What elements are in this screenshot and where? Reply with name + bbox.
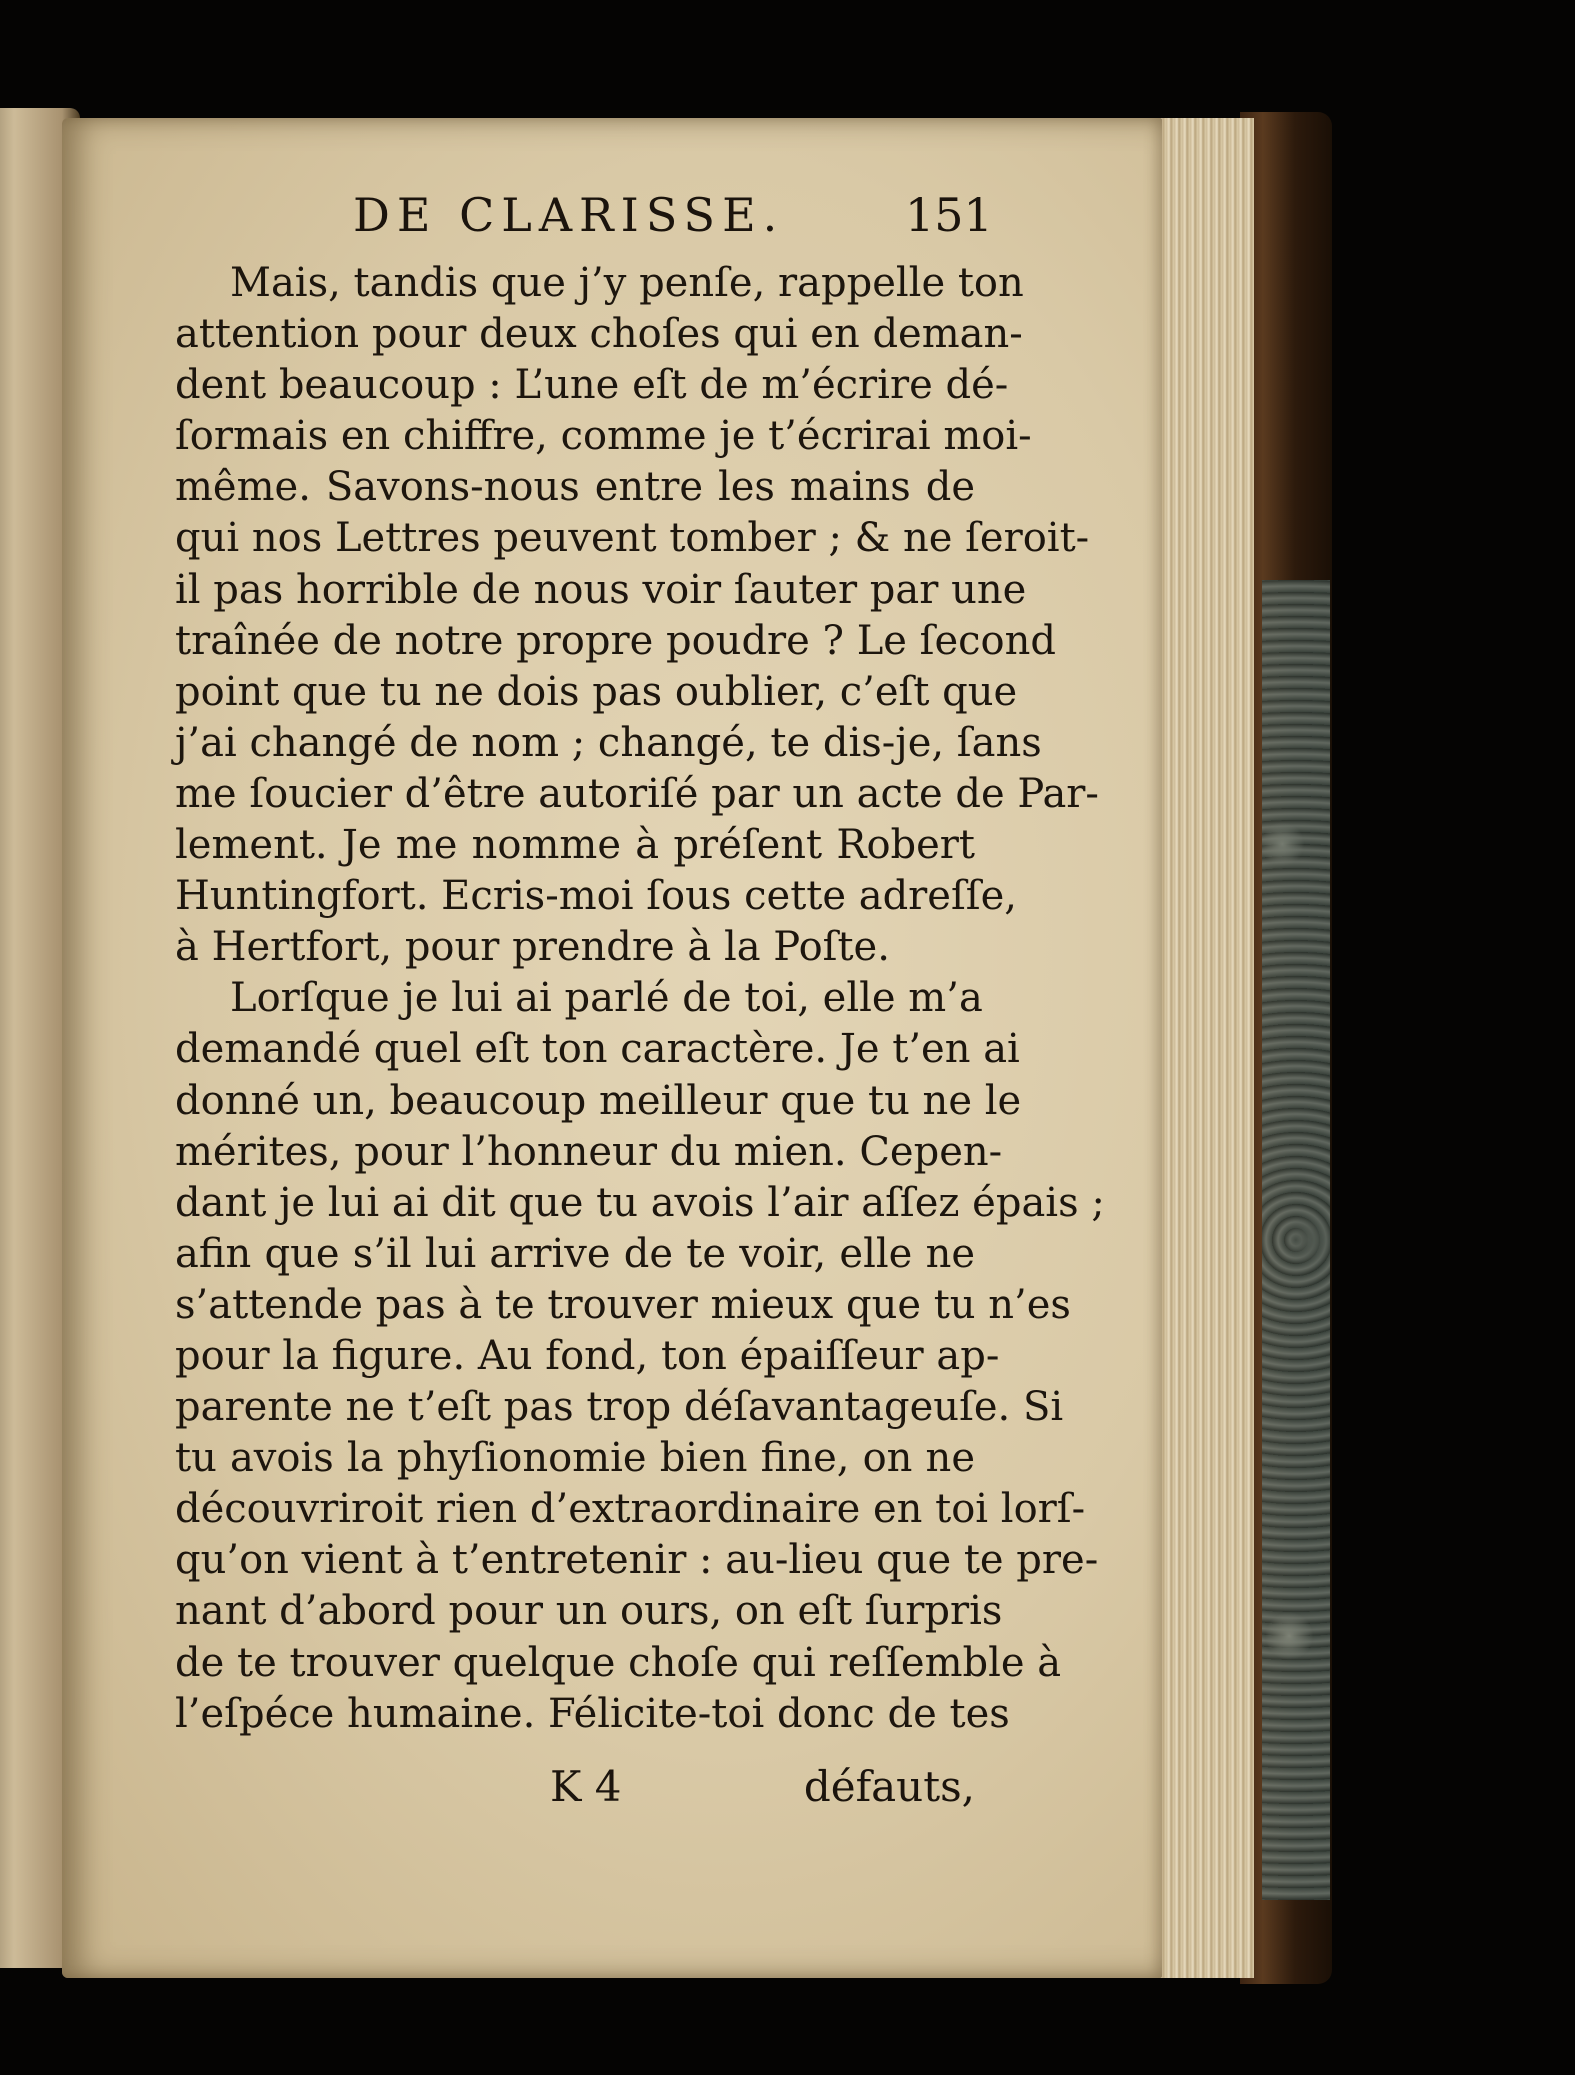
body-text (175, 258, 1105, 1740)
page-footer (175, 1762, 975, 1818)
text-line: ſormais en chiffre, comme je t’écrirai moi- (175, 413, 1032, 460)
catchword: défauts, (803, 1762, 975, 1811)
text-line: dent beaucoup : L’une eſt de m’écrire dé- (175, 362, 1009, 409)
text-line: il pas horrible de nous voir ſauter par une (175, 566, 1027, 613)
text-line: tu avois la phyſionomie bien fine, on ne (175, 1435, 975, 1482)
text-line: nant d’abord pour un ours, on eſt ſurpris (175, 1588, 1003, 1635)
text-line: me ſoucier d’être autoriſé par un acte de Par- (175, 770, 1099, 817)
text-line: dant je lui ai dit que tu avois l’air aſſez épais ; (175, 1179, 1105, 1226)
running-head: DE CLARISSE. (353, 188, 785, 242)
text-line: qu’on vient à t’entretenir : au-lieu que te pre- (175, 1537, 1099, 1584)
text-line: parente ne t’eſt pas trop déſavantageuſe. Si (175, 1384, 1064, 1431)
text-line: découvriroit rien d’extraordinaire en toi lorſ- (175, 1486, 1086, 1533)
text-line: même. Savons-nous entre les mains de (175, 464, 975, 511)
signature-mark: K 4 (550, 1762, 622, 1811)
page-number: 151 (905, 188, 993, 242)
text-line: lement. Je me nomme à préſent Robert (175, 822, 975, 869)
text-line: j’ai changé de nom ; changé, te dis-je, ſans (175, 719, 1042, 766)
page-header (175, 188, 993, 248)
text-line: Mais, tandis que j’y penſe, rappelle ton (230, 260, 1024, 306)
text-line: Lorſque je lui ai parlé de toi, elle m’a (230, 975, 983, 1022)
text-line: l’eſpéce humaine. Félicite-toi donc de tes (175, 1690, 1010, 1737)
text-line: à Hertfort, pour prendre à la Poſte. (175, 924, 890, 971)
text-line: attention pour deux choſes qui en deman- (175, 311, 1023, 358)
text-line: s’attende pas à te trouver mieux que tu n’es (175, 1281, 1071, 1328)
text-line: Huntingfort. Ecris-moi ſous cette adreſſe, (175, 873, 1017, 920)
text-line: de te trouver quelque choſe qui reſſemble à (175, 1639, 1062, 1686)
text-line: point que tu ne dois pas oublier, c’eſt que (175, 668, 1018, 715)
text-line: donné un, beaucoup meilleur que tu ne le (175, 1077, 1022, 1124)
text-line: afin que s’il lui arrive de te voir, elle ne (175, 1230, 975, 1277)
text-line: mérites, pour l’honneur du mien. Cepen- (175, 1128, 1003, 1175)
text-line: traînée de notre propre poudre ? Le ſecond (175, 617, 1056, 664)
text-line: pour la figure. Au fond, ton épaiſſeur ap- (175, 1332, 1000, 1379)
text-line: demandé quel eſt ton caractère. Je t’en ai (175, 1026, 1020, 1073)
text-line: qui nos Lettres peuvent tomber ; & ne ſeroit- (175, 515, 1090, 562)
marbled-edge (1262, 580, 1330, 1900)
